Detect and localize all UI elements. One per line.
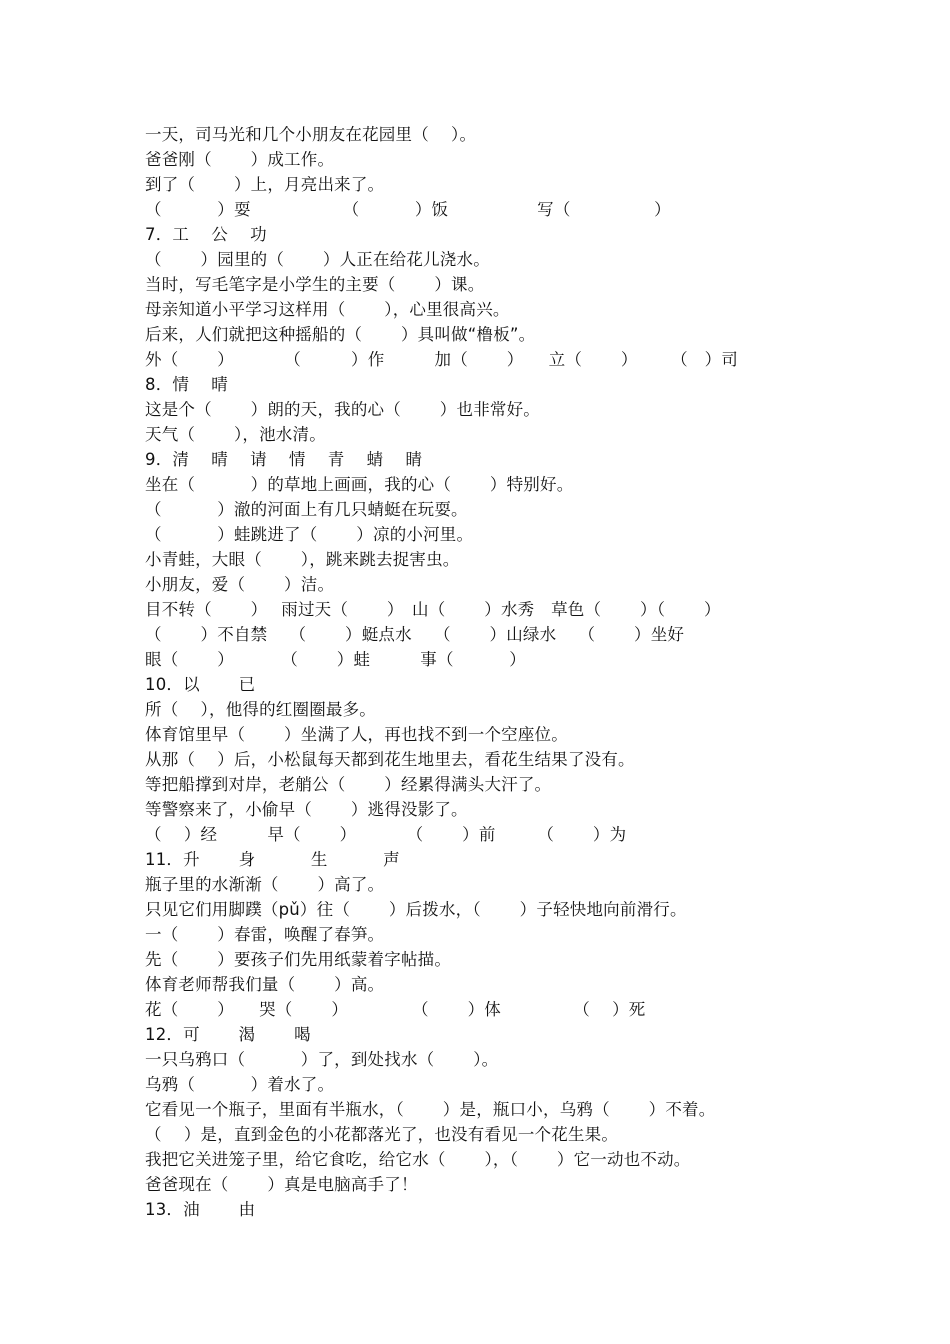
sentence-line: （ ）是，直到金色的小花都落光了，也没有看见一个花生果。 bbox=[145, 1125, 619, 1144]
word-fill-line: （ ）不自禁 （ ）蜓点水 （ ）山绿水 （ ）坐好 bbox=[145, 625, 685, 644]
word-fill-line: （ ）经 早（ ） （ ）前 （ ）为 bbox=[145, 825, 627, 844]
sentence-line: 这是个（ ）朗的天，我的心（ ）也非常好。 bbox=[145, 400, 540, 419]
sentence-line: （ ）蛙跳进了（ ）凉的小河里。 bbox=[145, 525, 474, 544]
sentence-line: 一（ ）春雷，唤醒了春笋。 bbox=[145, 925, 385, 944]
sentence-line: 爸爸现在（ ）真是电脑高手了！ bbox=[145, 1175, 418, 1194]
sentence-line: 等警察来了，小偷早（ ）逃得没影了。 bbox=[145, 800, 468, 819]
section-heading-12: 12．可 渴 喝 bbox=[145, 1025, 311, 1044]
sentence-line: （ ）澈的河面上有几只蜻蜓在玩耍。 bbox=[145, 500, 468, 519]
sentence-line: 小朋友，爱（ ）洁。 bbox=[145, 575, 335, 594]
word-fill-line: 外（ ） （ ）作 加（ ） 立（ ） （ ）司 bbox=[145, 350, 738, 369]
sentence-line: 体育馆里早（ ）坐满了人，再也找不到一个空座位。 bbox=[145, 725, 568, 744]
sentence-line: 乌鸦（ ）着水了。 bbox=[145, 1075, 335, 1094]
sentence-line: 只见它们用脚蹼（pǔ）往（ ）后拨水，（ ）子轻快地向前滑行。 bbox=[145, 900, 687, 919]
word-fill-line: 目不转（ ） 雨过天（ ） 山（ ）水秀 草色（ ）（ ） bbox=[145, 600, 721, 619]
sentence-line: 坐在（ ）的草地上画画，我的心（ ）特别好。 bbox=[145, 475, 574, 494]
section-heading-11: 11．升 身 生 声 bbox=[145, 850, 400, 869]
section-heading-8: 8．情 晴 bbox=[145, 375, 228, 394]
section-heading-9: 9．清 晴 请 情 青 蜻 睛 bbox=[145, 450, 423, 469]
sentence-line: 一只乌鸦口（ ）了，到处找水（ ）。 bbox=[145, 1050, 499, 1069]
sentence-line: 小青蛙，大眼（ ），跳来跳去捉害虫。 bbox=[145, 550, 460, 569]
word-fill-line: 眼（ ） （ ）蛙 事（ ） bbox=[145, 650, 526, 669]
sentence-line: 我把它关进笼子里，给它食吃，给它水（ ），（ ）它一动也不动。 bbox=[145, 1150, 691, 1169]
sentence-line: 体育老师帮我们量（ ）高。 bbox=[145, 975, 385, 994]
sentence-line: 它看见一个瓶子，里面有半瓶水，（ ）是，瓶口小，乌鸦（ ）不着。 bbox=[145, 1100, 716, 1119]
sentence-line: （ ）园里的（ ）人正在给花儿浇水。 bbox=[145, 250, 490, 269]
sentence-line: 后来，人们就把这种摇船的（ ）具叫做“橹板”。 bbox=[145, 325, 536, 344]
sentence-line: 从那（ ）后，小松鼠每天都到花生地里去，看花生结果了没有。 bbox=[145, 750, 635, 769]
sentence-line: 先（ ）要孩子们先用纸蒙着字帖描。 bbox=[145, 950, 452, 969]
section-heading-13: 13．油 由 bbox=[145, 1200, 256, 1219]
word-fill-line: 花（ ） 哭（ ） （ ）体 （ ）死 bbox=[145, 1000, 646, 1019]
sentence-line: 所（ ），他得的红圈圈最多。 bbox=[145, 700, 376, 719]
sentence-line: 天气（ ），池水清。 bbox=[145, 425, 326, 444]
section-heading-10: 10．以 已 bbox=[145, 675, 256, 694]
word-fill-line: （ ）耍 （ ）饭 写（ ） bbox=[145, 200, 671, 219]
sentence-line: 当时，写毛笔字是小学生的主要（ ）课。 bbox=[145, 275, 485, 294]
sentence-line: 母亲知道小平学习这样用（ ），心里很高兴。 bbox=[145, 300, 510, 319]
sentence-line: 等把船撑到对岸，老艄公（ ）经累得满头大汗了。 bbox=[145, 775, 552, 794]
sentence-line: 一天，司马光和几个小朋友在花园里（ ）。 bbox=[145, 125, 477, 144]
sentence-line: 瓶子里的水渐渐（ ）高了。 bbox=[145, 875, 385, 894]
sentence-line: 到了（ ）上，月亮出来了。 bbox=[145, 175, 385, 194]
sentence-line: 爸爸刚（ ）成工作。 bbox=[145, 150, 335, 169]
section-heading-7: 7．工 公 功 bbox=[145, 225, 267, 244]
